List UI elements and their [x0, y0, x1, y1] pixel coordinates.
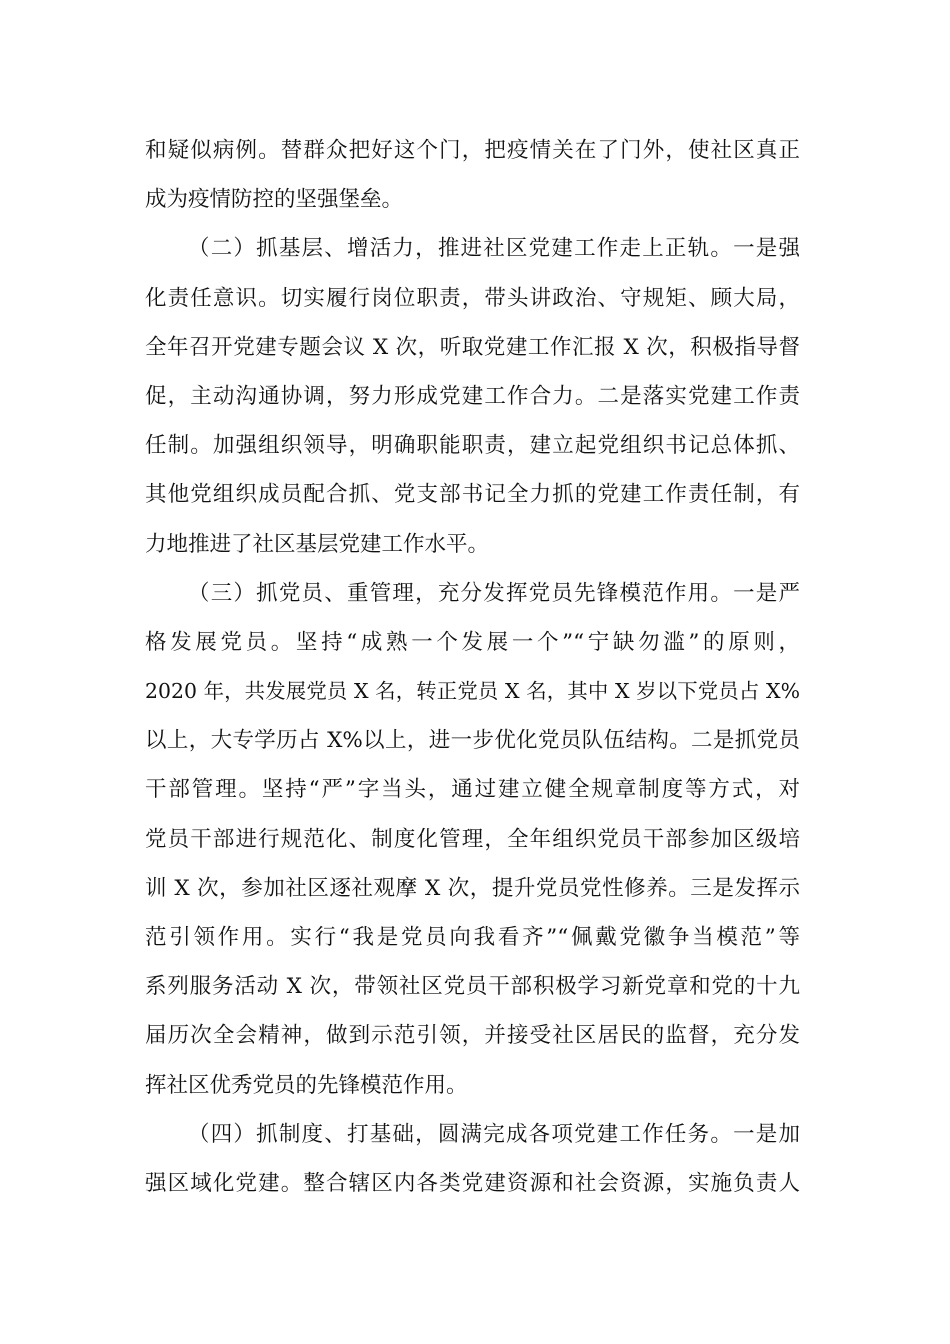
- text-line: 成为疫情防控的坚强堡垒。: [145, 187, 404, 213]
- text-line: 其他党组织成员配合抓、党支部书记全力抓的党建工作责任制，有: [145, 482, 800, 508]
- text-line: 力地推进了社区基层党建工作水平。: [145, 531, 490, 557]
- text-line: （三）抓党员、重管理，充分发挥党员先锋模范作用。一是严: [188, 580, 800, 606]
- text-line: 全年召开党建专题会议 X 次，听取党建工作汇报 X 次，积极指导督: [145, 334, 800, 360]
- text-line: （二）抓基层、增活力，推进社区党建工作走上正轨。一是强: [188, 236, 800, 262]
- paragraph-section-3: [145, 569, 800, 1110]
- text-line: 届历次全会精神，做到示范引领，并接受社区居民的监督，充分发: [145, 1023, 800, 1049]
- text-line: 训 X 次，参加社区逐社观摩 X 次，提升党员党性修养。三是发挥示: [145, 875, 800, 901]
- text-line: 党员干部进行规范化、制度化管理，全年组织党员干部参加区级培: [145, 826, 800, 852]
- text-line: 促，主动沟通协调，努力形成党建工作合力。二是落实党建工作责: [145, 383, 800, 409]
- text-line: 干部管理。坚持“严”字当头，通过建立健全规章制度等方式，对: [145, 777, 800, 803]
- text-line: 化责任意识。切实履行岗位职责，带头讲政治、守规矩、顾大局，: [145, 285, 800, 311]
- document-body: [145, 126, 800, 1208]
- text-line: 任制。加强组织领导，明确职能职责，建立起党组织书记总体抓、: [145, 433, 800, 459]
- text-line: 挥社区优秀党员的先锋模范作用。: [145, 1072, 468, 1098]
- text-line: 格发展党员。坚持“成熟一个发展一个”“宁缺勿滥”的原则，: [145, 629, 800, 655]
- text-line: 强区域化党建。整合辖区内各类党建资源和社会资源，实施负责人: [145, 1170, 800, 1196]
- text-line: 系列服务活动 X 次，带领社区党员干部积极学习新党章和党的十九: [145, 974, 800, 1000]
- text-line: 以上，大专学历占 X%以上，进一步优化党员队伍结构。二是抓党员: [145, 728, 800, 754]
- text-line: （四）抓制度、打基础，圆满完成各项党建工作任务。一是加: [188, 1121, 800, 1147]
- paragraph-continuation: [145, 126, 800, 224]
- paragraph-section-4: [145, 1110, 800, 1208]
- paragraph-section-2: [145, 224, 800, 568]
- text-line: 和疑似病例。替群众把好这个门，把疫情关在了门外，使社区真正: [145, 138, 800, 163]
- text-line: 2020 年，共发展党员 X 名，转正党员 X 名，其中 X 岁以下党员占 X%: [145, 679, 800, 704]
- text-line: 范引领作用。实行“我是党员向我看齐”“佩戴党徽争当模范”等: [145, 925, 800, 950]
